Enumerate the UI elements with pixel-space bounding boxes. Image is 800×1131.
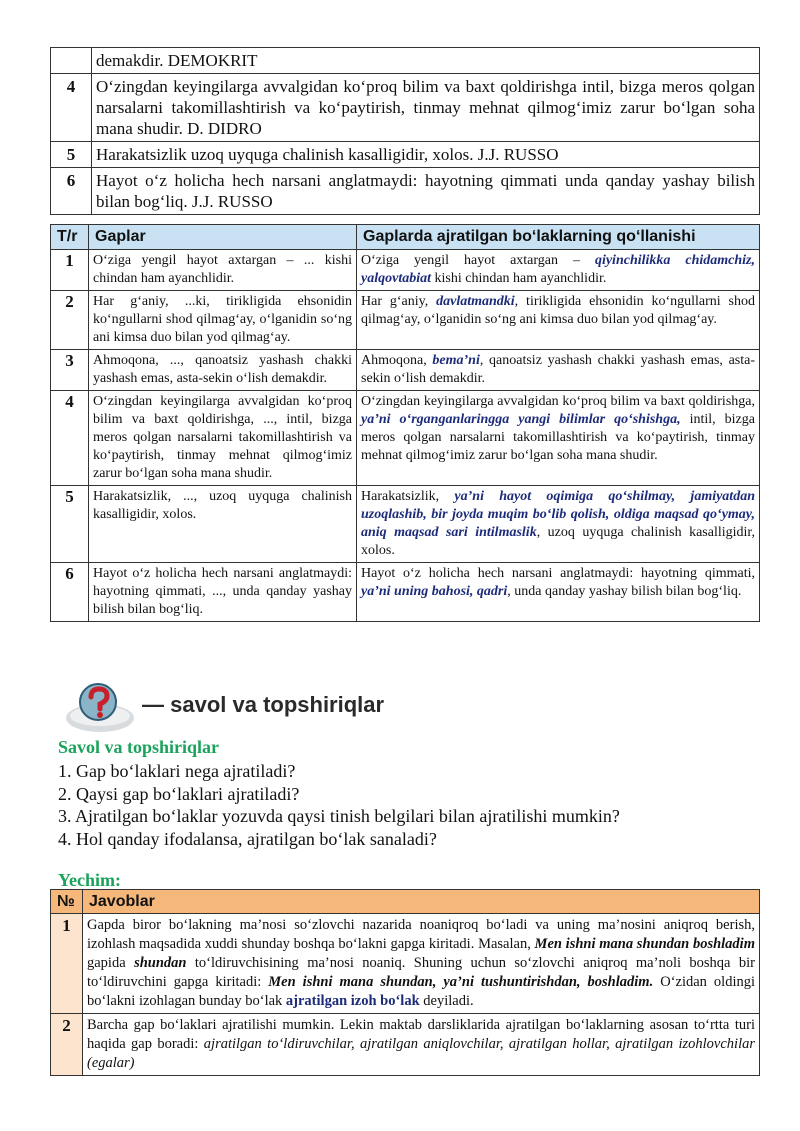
sentence-with-gap: Hayot o‘z holicha hech narsani anglatmaydi: hayotning qimmati, ..., unda qanday yashay bilish bilan bog‘liq. — [89, 563, 357, 622]
sentence-answer — [357, 250, 760, 291]
sentence-with-gap: O‘ziga yengil hayot axtargan – ... kishi chindan ham ayanchlidir. — [89, 250, 357, 291]
answer-text: Harakatsizlik, — [361, 489, 455, 504]
quote-text: Hayot o‘z holicha hech narsani anglatmaydi: hayotning qimmati unda qanday yashay bilish bilan bog‘liq. J.J. RUSSO — [92, 168, 760, 215]
row-number: 4 — [51, 74, 92, 142]
emphasis-text: shundan — [134, 955, 187, 971]
quote-row — [51, 74, 760, 142]
emphasis-text: Men ishni mana shundan boshladim — [534, 936, 755, 952]
col-header-number: T/r — [51, 225, 89, 250]
quotes-table-continued — [50, 47, 760, 215]
col-header-number: № — [51, 890, 83, 914]
sentences-table — [50, 224, 760, 622]
isolated-part-highlight: ya’ni hayot oqimiga qo‘shilmay, jamiyatdan uzoqlashib, bir joyda muqim bo‘lib qolish, oldiga maqsad qo‘ymay, aniq maqsad sari intilmaslik — [361, 489, 755, 540]
quote-row — [51, 48, 760, 74]
sentence-row — [51, 563, 760, 622]
sentence-row — [51, 250, 760, 291]
isolated-part-highlight: ya’ni uning bahosi, qadri — [361, 584, 508, 599]
answer-text: , uzoq uyquga chalinish kasalligidir, xolos. — [361, 525, 756, 558]
answers-table-header — [51, 890, 760, 914]
question-mark-icon — [62, 678, 138, 736]
solution-heading: Yechim: — [58, 870, 121, 890]
isolated-part-highlight: qiyinchilikka chidamchiz, yalqovtabiat — [361, 253, 755, 286]
sentence-answer — [357, 291, 760, 350]
answer-text: , tirikligida ehsonidin ko‘ngullarni shod qilmag‘ay, o‘lganidin so‘ng ani kimsa duo bilan yod qilmag‘ay. — [361, 294, 756, 327]
answer-fragment: to‘ldiruvchisining ma’nosi noaniq. Shuning uchun so‘zlovchi aniqroq ma’noli boshqa bir to‘ldiruvchini gapga kiritadi: — [87, 955, 755, 990]
answers-table — [50, 889, 760, 1076]
answer-row — [51, 914, 760, 1014]
sentence-with-gap: Ahmoqona, ..., qanoatsiz yashash chakki yashash emas, asta-sekin o‘lish demakdir. — [89, 350, 357, 391]
sentence-answer — [357, 563, 760, 622]
answer-text: intil, bizga meros qolgan narsalarni takomillashtirish va ko‘paytirish, tinmay mehnat qilmog‘imiz zarur bo‘lgan soha mana shudir. — [361, 412, 755, 463]
row-number: 2 — [51, 1014, 83, 1076]
row-number: 1 — [51, 250, 89, 291]
isolated-part-highlight: davlatmandki — [436, 294, 515, 309]
sentence-answer — [357, 350, 760, 391]
quote-text: O‘zingdan keyingilarga avvalgidan ko‘proq bilim va baxt qoldirishga intil, bizga meros qolgan narsalarni takomillashtirish va ko‘paytirish, tinmay mehnat qilmog‘imiz zarur bo‘lgan soha mana shudir. D. DIDRO — [92, 74, 760, 142]
col-header-answers: Javoblar — [83, 890, 760, 914]
sentence-row — [51, 350, 760, 391]
answer-text — [83, 914, 760, 1014]
sentence-row — [51, 486, 760, 563]
sentences-table-header — [51, 225, 760, 250]
question-item: 1. Gap bo‘laklari nega ajratiladi? — [58, 761, 296, 781]
answer-fragment: gapida — [87, 955, 135, 971]
row-number: 4 — [51, 391, 89, 486]
answer-text — [83, 1014, 760, 1076]
answer-text: Har g‘aniy, — [361, 294, 437, 309]
quote-text: Harakatsizlik uzoq uyquga chalinish kasalligidir, xolos. J.J. RUSSO — [92, 142, 760, 168]
col-header-usage: Gaplarda ajratilgan bo‘laklarning qo‘llanishi — [357, 225, 760, 250]
row-number: 1 — [51, 914, 83, 1014]
emphasis-text: Men ishni mana shundan, ya’ni tushuntirishdan, boshladim. — [268, 974, 654, 990]
answer-text: kishi chindan ham ayanchlidir. — [431, 271, 607, 286]
question-item: 3. Ajratilgan bo‘laklar yozuvda qaysi tinish belgilari bilan ajratilishi mumkin? — [58, 806, 620, 826]
sentence-with-gap: Har g‘aniy, ...ki, tirikligida ehsonidin ko‘ngullarni shod qilmag‘ay, o‘lganidin so‘ng ani kimsa duo bilan yod qilmag‘ay. — [89, 291, 357, 350]
banner-title: — savol va topshiriqlar — [142, 692, 385, 717]
sentence-row — [51, 291, 760, 350]
answer-text: Hayot o‘z holicha hech narsani anglatmaydi: hayotning qimmati, — [361, 566, 755, 581]
questions-banner — [62, 678, 392, 738]
row-number: 5 — [51, 486, 89, 563]
row-number: 6 — [51, 168, 92, 215]
question-item: 2. Qaysi gap bo‘laklari ajratiladi? — [58, 783, 300, 804]
isolated-part-highlight: ya’ni o‘rganganlaringga yangi bilimlar qo‘shishga, — [361, 412, 681, 427]
row-number: 6 — [51, 563, 89, 622]
questions-list — [58, 760, 620, 850]
answer-fragment: O‘zidan oldingi bo‘lakni izohlagan bunday bo‘lak — [87, 974, 756, 1009]
row-number: 2 — [51, 291, 89, 350]
answer-row — [51, 1014, 760, 1076]
quote-text: demakdir. DEMOKRIT — [92, 48, 760, 74]
answer-text: , unda qanday yashay bilish bilan bog‘liq. — [507, 584, 742, 599]
sentence-answer — [357, 486, 760, 563]
questions-heading: Savol va topshiriqlar — [58, 737, 220, 757]
quote-row — [51, 142, 760, 168]
answer-text: Ahmoqona, — [361, 353, 433, 368]
answer-fragment: deyiladi. — [419, 993, 474, 1009]
col-header-sentences: Gaplar — [89, 225, 357, 250]
emphasis-text: ajratilgan to‘ldiruvchilar, ajratilgan aniqlovchilar, ajratilgan hollar, ajratilgan izohlovchilar (egalar) — [87, 1036, 755, 1071]
answer-text: , qanoatsiz yashash chakki yashash emas, asta-sekin o‘lish demakdir. — [361, 353, 755, 386]
sentence-with-gap: Harakatsizlik, ..., uzoq uyquga chalinish kasalligidir, xolos. — [89, 486, 357, 563]
answer-fragment: Gapda biror bo‘lakning ma’nosi so‘zlovchi nazarida noaniqroq bo‘ladi va uning ma’nosini aniqroq berish, izohlash maqsadida xuddi shunday boshqa bo‘lakni gapga kiritadi. Masalan, — [87, 917, 755, 952]
answer-text: O‘zingdan keyingilarga avvalgidan ko‘proq bilim va baxt qoldirishga, — [361, 394, 755, 409]
row-number — [51, 48, 92, 74]
answer-text: O‘ziga yengil hayot axtargan – — [361, 253, 595, 268]
emphasis-text: ajratilgan izoh bo‘lak — [285, 993, 420, 1009]
sentence-row — [51, 391, 760, 486]
isolated-part-highlight: bema’ni — [432, 353, 480, 368]
row-number: 3 — [51, 350, 89, 391]
quote-row — [51, 168, 760, 215]
sentence-answer — [357, 391, 760, 486]
answer-fragment: Barcha gap bo‘laklari ajratilishi mumkin. Lekin maktab darsliklarida ajratilgan bo‘laklarning asosan to‘rtta turi haqida gap boradi: — [87, 1017, 755, 1052]
row-number: 5 — [51, 142, 92, 168]
question-item: 4. Hol qanday ifodalansa, ajratilgan bo‘lak sanaladi? — [58, 828, 437, 849]
sentence-with-gap: O‘zingdan keyingilarga avvalgidan ko‘proq bilim va baxt qoldirishga, ..., intil, bizga meros qolgan narsalarni takomillashtirish va ko‘paytirish, tinmay mehnat qilmog‘imiz zarur bo‘lgan soha mana shudir. — [89, 391, 357, 486]
